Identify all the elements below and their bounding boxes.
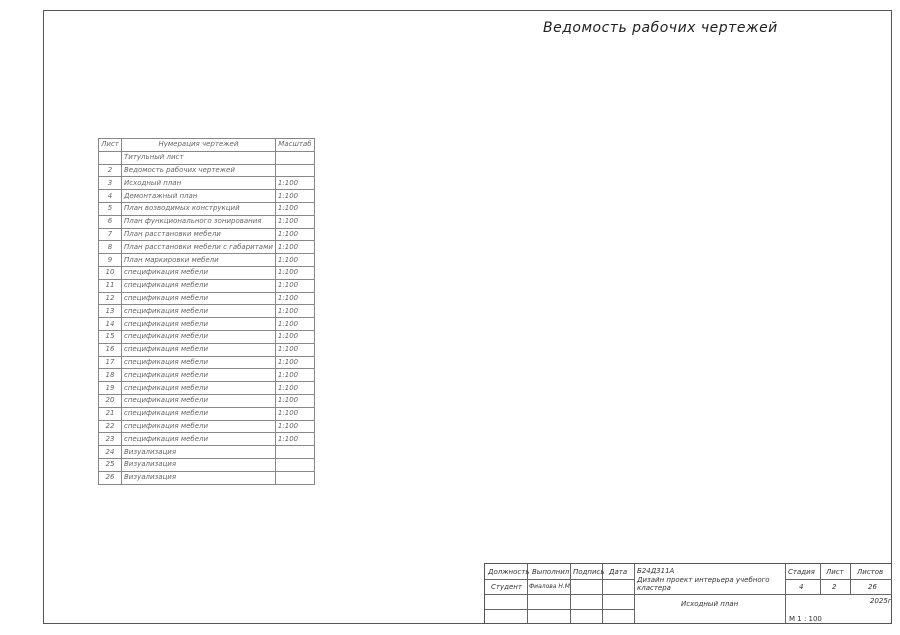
scale-value: М 1 : 100	[789, 615, 822, 623]
title-block	[484, 563, 892, 624]
table-row	[99, 305, 315, 318]
drawing-name-cell: спецификация мебели	[122, 382, 276, 395]
scale-cell: 1:100	[275, 369, 314, 382]
sheet-number-cell: 24	[99, 446, 122, 459]
scale-cell: 1:100	[275, 343, 314, 356]
col-performed-label: Выполнил	[532, 568, 570, 576]
col-date-label: Дата	[609, 568, 628, 576]
drawing-name-cell: спецификация мебели	[122, 266, 276, 279]
sheet-number-cell: 5	[99, 202, 122, 215]
divider	[785, 594, 786, 623]
scale-cell	[275, 164, 314, 177]
drawing-name-cell: План функционального зонирования	[122, 215, 276, 228]
sheet-number-cell: 10	[99, 266, 122, 279]
table-row	[99, 330, 315, 343]
drawing-name-cell: Титульный лист	[122, 151, 276, 164]
drawing-name-cell: План маркировки мебели	[122, 254, 276, 267]
drawing-name-cell: Ведомость рабочих чертежей	[122, 164, 276, 177]
header-drawing-name: Нумерация чертежей	[122, 139, 276, 152]
year-value: 2025г	[870, 597, 892, 605]
sheet-number-cell: 21	[99, 407, 122, 420]
table-row	[99, 254, 315, 267]
stage-value: 4	[799, 583, 804, 591]
sheet-number-cell: 18	[99, 369, 122, 382]
table-row	[99, 407, 315, 420]
sheet-number-cell: 15	[99, 330, 122, 343]
col-signature-label: Подпись	[573, 568, 605, 576]
table-row	[99, 394, 315, 407]
scale-cell: 1:100	[275, 254, 314, 267]
col-position-label: Должность	[488, 568, 530, 576]
table-row	[99, 369, 315, 382]
author-value: Фиалова Н.М.	[529, 583, 572, 590]
scale-cell	[275, 471, 314, 484]
sheet-number-cell: 13	[99, 305, 122, 318]
drawing-name-cell: спецификация мебели	[122, 356, 276, 369]
sheet-value: 2	[832, 583, 837, 591]
table-row	[99, 446, 315, 459]
table-row	[99, 343, 315, 356]
sheet-label: Лист	[826, 568, 844, 576]
sheets-value: 26	[868, 583, 877, 591]
table-row	[99, 190, 315, 203]
sheet-list-table	[98, 138, 315, 485]
sheet-number-cell: 22	[99, 420, 122, 433]
scale-cell: 1:100	[275, 177, 314, 190]
table-row	[99, 471, 315, 484]
divider	[785, 579, 892, 580]
sheet-name: Исходный план	[681, 600, 739, 608]
scale-cell: 1:100	[275, 215, 314, 228]
drawing-name-cell: спецификация мебели	[122, 394, 276, 407]
scale-cell	[275, 151, 314, 164]
scale-cell: 1:100	[275, 266, 314, 279]
scale-cell: 1:100	[275, 228, 314, 241]
sheet-number-cell: 17	[99, 356, 122, 369]
table-row	[99, 266, 315, 279]
stage-label: Стадия	[788, 568, 815, 576]
scale-cell: 1:100	[275, 382, 314, 395]
drawing-name-cell: спецификация мебели	[122, 330, 276, 343]
sheet-list-body	[99, 151, 315, 484]
scale-cell: 1:100	[275, 202, 314, 215]
sheet-number-cell: 8	[99, 241, 122, 254]
sheet-number-cell: 7	[99, 228, 122, 241]
drawing-name-cell: Исходный план	[122, 177, 276, 190]
drawing-name-cell: спецификация мебели	[122, 343, 276, 356]
drawing-name-cell: спецификация мебели	[122, 305, 276, 318]
divider	[485, 579, 634, 580]
table-row	[99, 279, 315, 292]
table-row	[99, 420, 315, 433]
scale-cell: 1:100	[275, 356, 314, 369]
sheet-number-cell: 14	[99, 318, 122, 331]
scale-cell: 1:100	[275, 190, 314, 203]
sheet-number-cell: 25	[99, 458, 122, 471]
sheet-number-cell: 6	[99, 215, 122, 228]
divider	[485, 594, 634, 595]
table-header-row	[99, 139, 315, 152]
sheet-number-cell: 3	[99, 177, 122, 190]
scale-cell: 1:100	[275, 305, 314, 318]
drawing-name-cell: План расстановки мебели с габаритами	[122, 241, 276, 254]
sheet-number-cell: 11	[99, 279, 122, 292]
sheet-number-cell: 20	[99, 394, 122, 407]
header-sheet: Лист	[99, 139, 122, 152]
sheet-number-cell: 4	[99, 190, 122, 203]
drawing-name-cell: Демонтажный план	[122, 190, 276, 203]
project-code: Б24Д311А	[637, 567, 675, 575]
drawing-name-cell: спецификация мебели	[122, 433, 276, 446]
drawing-name-cell: спецификация мебели	[122, 407, 276, 420]
sheet-number-cell: 16	[99, 343, 122, 356]
drawing-name-cell: План расстановки мебели	[122, 228, 276, 241]
sheet-number-cell: 26	[99, 471, 122, 484]
table-row	[99, 151, 315, 164]
scale-cell: 1:100	[275, 407, 314, 420]
scale-cell	[275, 458, 314, 471]
scale-cell: 1:100	[275, 433, 314, 446]
drawing-name-cell: План возводимых конструкций	[122, 202, 276, 215]
scale-cell: 1:100	[275, 241, 314, 254]
header-scale: Масштаб	[275, 139, 314, 152]
document-title: Ведомость рабочих чертежей	[543, 20, 778, 36]
table-row	[99, 215, 315, 228]
drawing-name-cell: Визуализация	[122, 458, 276, 471]
sheet-number-cell: 2	[99, 164, 122, 177]
scale-cell: 1:100	[275, 330, 314, 343]
drawing-name-cell: спецификация мебели	[122, 279, 276, 292]
divider	[485, 609, 634, 610]
table-row	[99, 164, 315, 177]
sheet-number-cell: 9	[99, 254, 122, 267]
drawing-name-cell: спецификация мебели	[122, 369, 276, 382]
table-row	[99, 458, 315, 471]
divider	[634, 594, 892, 595]
table-row	[99, 318, 315, 331]
role-value: Студент	[491, 583, 522, 591]
table-row	[99, 177, 315, 190]
sheets-label: Листов	[857, 568, 884, 576]
table-row	[99, 202, 315, 215]
drawing-name-cell: Визуализация	[122, 446, 276, 459]
table-row	[99, 433, 315, 446]
scale-cell: 1:100	[275, 318, 314, 331]
scale-cell: 1:100	[275, 292, 314, 305]
sheet-number-cell	[99, 151, 122, 164]
drawing-name-cell: спецификация мебели	[122, 292, 276, 305]
scale-cell: 1:100	[275, 279, 314, 292]
sheet-number-cell: 23	[99, 433, 122, 446]
table-row	[99, 228, 315, 241]
scale-cell: 1:100	[275, 394, 314, 407]
drawing-name-cell: Визуализация	[122, 471, 276, 484]
scale-cell	[275, 446, 314, 459]
drawing-name-cell: спецификация мебели	[122, 318, 276, 331]
scale-cell: 1:100	[275, 420, 314, 433]
table-row	[99, 241, 315, 254]
project-name: Дизайн проект интерьера учебного кластера	[637, 576, 770, 592]
table-row	[99, 292, 315, 305]
sheet-number-cell: 19	[99, 382, 122, 395]
sheet-number-cell: 12	[99, 292, 122, 305]
drawing-name-cell: спецификация мебели	[122, 420, 276, 433]
table-row	[99, 382, 315, 395]
table-row	[99, 356, 315, 369]
